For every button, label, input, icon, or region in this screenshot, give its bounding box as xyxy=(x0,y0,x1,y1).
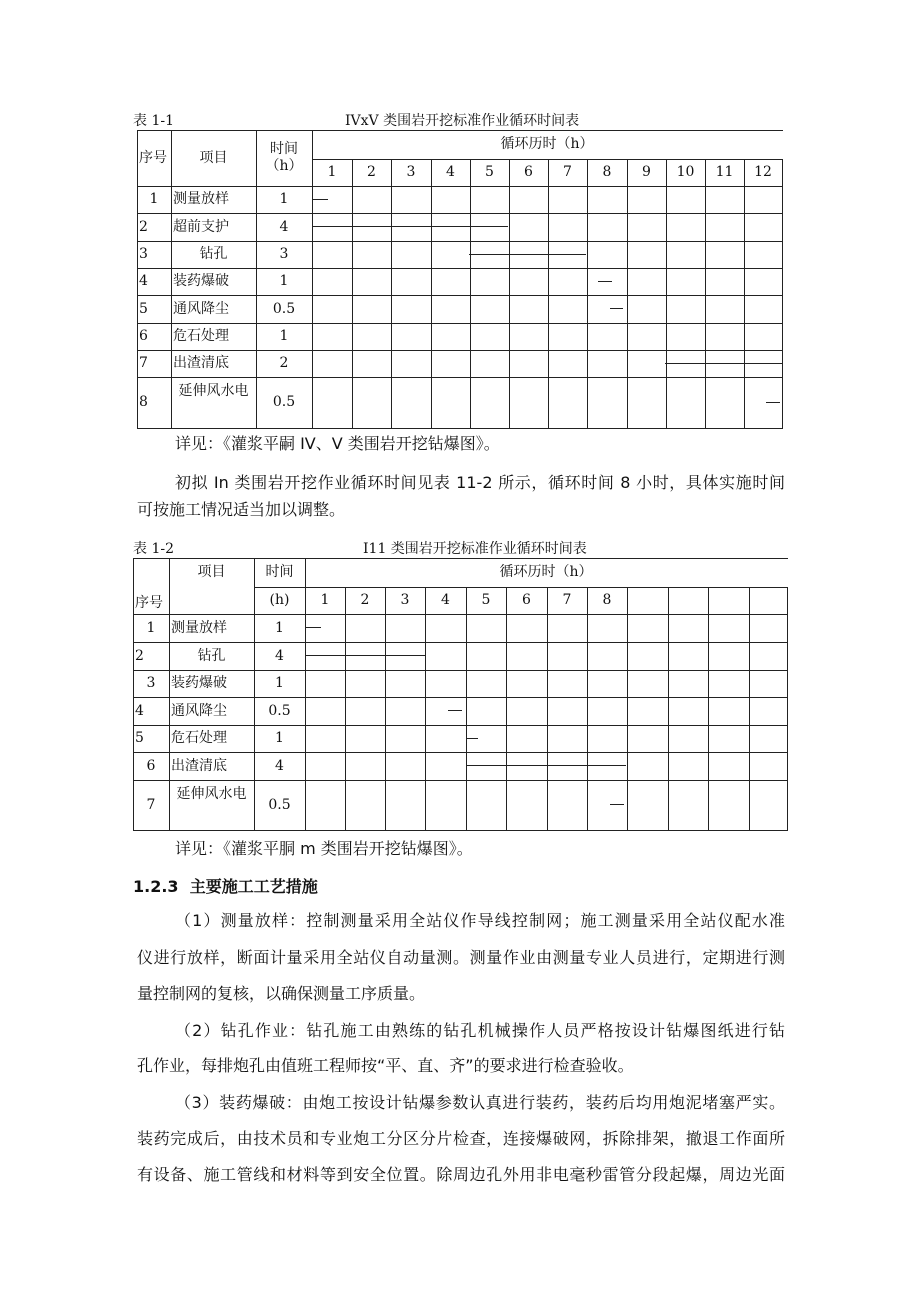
hour-header-5: 5 xyxy=(481,592,491,608)
table-rule xyxy=(133,642,788,643)
para-drilling-line2: 孔作业，每排炮孔由值班工程师按“平、直、齐”的要求进行检查验收。 xyxy=(137,1056,634,1075)
row-time: 1 xyxy=(275,730,284,746)
gantt-bar xyxy=(305,627,321,628)
table-rule xyxy=(137,377,783,378)
row-item: 装药爆破 xyxy=(171,675,227,691)
para-survey-line3: 量控制网的复核，以确保测量工序质量。 xyxy=(137,984,426,1003)
row-time: 4 xyxy=(275,647,284,664)
column-rule xyxy=(787,587,788,830)
column-rule xyxy=(137,130,138,428)
para-drilling-line1: （2）钻孔作业：钻孔施工由熟练的钻孔机械操作人员严格按设计钻爆图纸进行钻 xyxy=(175,1021,785,1040)
column-rule xyxy=(312,130,313,428)
column-rule xyxy=(345,587,346,830)
header-item: 项目 xyxy=(197,564,226,580)
header-cycle: 循环历时（h） xyxy=(500,136,594,152)
row-time: 1 xyxy=(279,328,289,344)
row-time: 1 xyxy=(279,191,289,207)
hour-header-4: 4 xyxy=(446,164,455,180)
column-rule xyxy=(744,159,745,428)
column-rule xyxy=(666,159,667,428)
column-rule xyxy=(705,159,706,428)
column-rule xyxy=(133,558,134,830)
table2-note: 详见：《灌浆平胴 m 类围岩开挖钻爆图》。 xyxy=(175,839,473,858)
header-split-rule xyxy=(254,587,305,588)
row-seq: 1 xyxy=(146,619,156,636)
table-rule xyxy=(137,213,783,214)
row-time: 0.5 xyxy=(272,300,296,317)
table-rule xyxy=(133,558,788,559)
gantt-bar xyxy=(766,402,780,403)
table-rule xyxy=(137,350,783,351)
column-rule xyxy=(171,130,172,428)
column-rule xyxy=(547,587,548,830)
header-time: 时间（h） xyxy=(265,141,303,174)
header-time-unit: (h) xyxy=(269,592,290,608)
hour-header-1: 1 xyxy=(320,592,330,608)
header-item: 项目 xyxy=(199,149,228,166)
hour-header-11 xyxy=(708,587,749,614)
hour-header-5: 5 xyxy=(485,164,494,180)
row-time: 3 xyxy=(279,246,289,262)
table-rule xyxy=(137,268,783,269)
hour-header-6: 6 xyxy=(522,592,531,608)
row-item: 出渣清底 xyxy=(171,757,227,774)
para1-line2: 可按施工情况适当加以调整。 xyxy=(137,500,346,519)
row-item: 延伸风水电 xyxy=(178,383,249,399)
column-rule xyxy=(254,558,255,830)
table1-title: IVxV 类围岩开挖标准作业循环时间表 xyxy=(345,113,580,129)
row-seq: 2 xyxy=(135,647,144,664)
table1-note: 详见：《灌浆平嗣 IV、V 类围岩开挖钻爆图》。 xyxy=(175,434,500,453)
column-rule xyxy=(305,558,306,830)
para-survey-line2: 仪进行放样，断面计量采用全站仪自动量测。测量作业由测量专业人员进行，定期进行测 xyxy=(137,948,785,967)
table-rule xyxy=(133,725,788,726)
hour-header-8: 8 xyxy=(602,592,612,608)
hour-header-3: 3 xyxy=(406,164,416,180)
gantt-bar xyxy=(610,804,624,805)
hour-header-11: 11 xyxy=(715,164,734,180)
gantt-bar xyxy=(466,765,627,766)
para-blasting-line2: 装药完成后，由技术员和专业炮工分区分片检查，连接爆破网，拆除排架，撤退工作面所 xyxy=(137,1129,785,1148)
row-item: 超前支护 xyxy=(173,218,229,235)
row-item: 出渣清底 xyxy=(173,355,229,371)
hour-header-6: 6 xyxy=(524,164,533,180)
table2-title: I11 类围岩开挖标准作业循环时间表 xyxy=(363,541,587,557)
para-blasting-line3: 有设备、施工管线和材料等到安全位置。除周边孔外用非电毫秒雷管分段起爆，周边光面 xyxy=(137,1165,785,1184)
table-rule xyxy=(137,428,783,429)
table-rule xyxy=(137,241,783,242)
row-seq: 2 xyxy=(139,218,148,235)
row-seq: 1 xyxy=(149,191,159,207)
row-item: 危石处理 xyxy=(173,328,229,344)
hour-header-10 xyxy=(668,587,708,614)
row-time: 0.5 xyxy=(272,394,296,410)
para-survey-line1: （1）测量放样：控制测量采用全站仪作导线控制网；施工测量采用全站仪配水准 xyxy=(175,911,785,930)
hour-header-8: 8 xyxy=(602,164,612,180)
column-rule xyxy=(548,159,549,428)
hour-header-9 xyxy=(627,587,668,614)
row-seq: 5 xyxy=(139,300,148,317)
header-seq: 序号 xyxy=(135,595,163,611)
row-item: 延伸风水电 xyxy=(176,786,247,802)
hour-header-4: 4 xyxy=(441,592,450,608)
gantt-bar xyxy=(305,655,426,656)
header-cycle: 循环历时（h） xyxy=(499,564,593,580)
row-time: 1 xyxy=(275,675,284,691)
row-seq: 4 xyxy=(139,273,148,289)
column-rule xyxy=(708,587,709,830)
header-seq: 序号 xyxy=(139,149,167,166)
row-item: 测量放样 xyxy=(173,191,229,207)
row-item: 通风降尘 xyxy=(171,702,227,719)
row-seq: 3 xyxy=(146,675,156,691)
table-rule xyxy=(133,670,788,671)
row-time: 0.5 xyxy=(268,796,291,813)
table-rule xyxy=(133,830,788,831)
row-item: 通风降尘 xyxy=(173,300,229,317)
hour-header-1: 1 xyxy=(327,164,337,180)
hour-header-10: 10 xyxy=(676,164,695,180)
column-rule xyxy=(668,587,669,830)
para-blasting-line1: （3）装药爆破：由炮工按设计钻爆参数认真进行装药，装药后均用炮泥堵塞严实。 xyxy=(175,1093,785,1112)
row-seq: 7 xyxy=(146,796,156,813)
row-seq: 5 xyxy=(135,730,144,746)
table-rule xyxy=(137,295,783,296)
column-rule xyxy=(169,558,170,830)
column-rule xyxy=(509,159,510,428)
row-time: 1 xyxy=(279,273,289,289)
row-time: 4 xyxy=(279,218,289,235)
row-seq: 8 xyxy=(139,394,148,410)
header-split-rule xyxy=(312,159,782,160)
gantt-bar xyxy=(312,199,328,200)
table-rule xyxy=(137,130,783,131)
row-item: 装药爆破 xyxy=(173,273,229,289)
gantt-bar xyxy=(598,281,612,282)
table-rule xyxy=(133,752,788,753)
header-split-rule xyxy=(305,587,787,588)
table-rule xyxy=(137,323,783,324)
column-rule xyxy=(749,587,750,830)
column-rule xyxy=(627,587,628,830)
row-time: 2 xyxy=(279,355,289,371)
section-heading xyxy=(133,874,318,897)
gantt-bar xyxy=(469,254,587,255)
column-rule xyxy=(470,159,471,428)
column-rule xyxy=(352,159,353,428)
hour-header-7: 7 xyxy=(563,164,572,180)
row-item: 测量放样 xyxy=(171,619,227,636)
gantt-bar xyxy=(448,710,462,711)
gantt-bar xyxy=(610,308,624,309)
column-rule xyxy=(425,587,426,830)
row-seq: 3 xyxy=(139,246,148,262)
table2-label: 表 1-2 xyxy=(133,541,174,557)
gantt-bar xyxy=(466,738,478,739)
table-rule xyxy=(133,614,788,615)
row-time: 0.5 xyxy=(268,702,291,719)
row-item: 危石处理 xyxy=(171,730,227,746)
row-time: 4 xyxy=(275,757,284,774)
section-title: 主要施工工艺措施 xyxy=(189,877,318,896)
table-rule xyxy=(133,780,788,781)
column-rule xyxy=(391,159,392,428)
column-rule xyxy=(256,130,257,428)
gantt-bar xyxy=(665,363,783,364)
row-item: 钻孔 xyxy=(199,246,228,262)
section-number: 1.2.3 xyxy=(133,877,179,896)
hour-header-2: 2 xyxy=(360,592,370,608)
table-rule xyxy=(133,697,788,698)
column-rule xyxy=(385,587,386,830)
header-time: 时间 xyxy=(265,564,294,580)
row-seq: 7 xyxy=(139,355,148,371)
row-seq: 6 xyxy=(139,328,148,344)
column-rule xyxy=(782,159,783,428)
table1-label: 表 1-1 xyxy=(133,113,174,129)
column-rule xyxy=(587,587,588,830)
column-rule xyxy=(431,159,432,428)
table-rule xyxy=(137,186,783,187)
hour-header-2: 2 xyxy=(367,164,376,180)
hour-header-12 xyxy=(749,587,787,614)
row-item: 钻孔 xyxy=(197,647,226,664)
hour-header-3: 3 xyxy=(400,592,410,608)
gantt-bar xyxy=(312,226,508,227)
row-seq: 6 xyxy=(146,757,156,774)
row-time: 1 xyxy=(275,619,284,636)
column-rule xyxy=(466,587,467,830)
hour-header-9: 9 xyxy=(642,164,651,180)
hour-header-7: 7 xyxy=(562,592,572,608)
row-seq: 4 xyxy=(135,702,144,719)
para1-line1: 初拟 In 类围岩开挖作业循环时间见表 11-2 所示，循环时间 8 小时，具体实施时间 xyxy=(175,473,785,492)
column-rule xyxy=(506,587,507,830)
column-rule xyxy=(587,159,588,428)
column-rule xyxy=(627,159,628,428)
hour-header-12: 12 xyxy=(754,164,772,180)
